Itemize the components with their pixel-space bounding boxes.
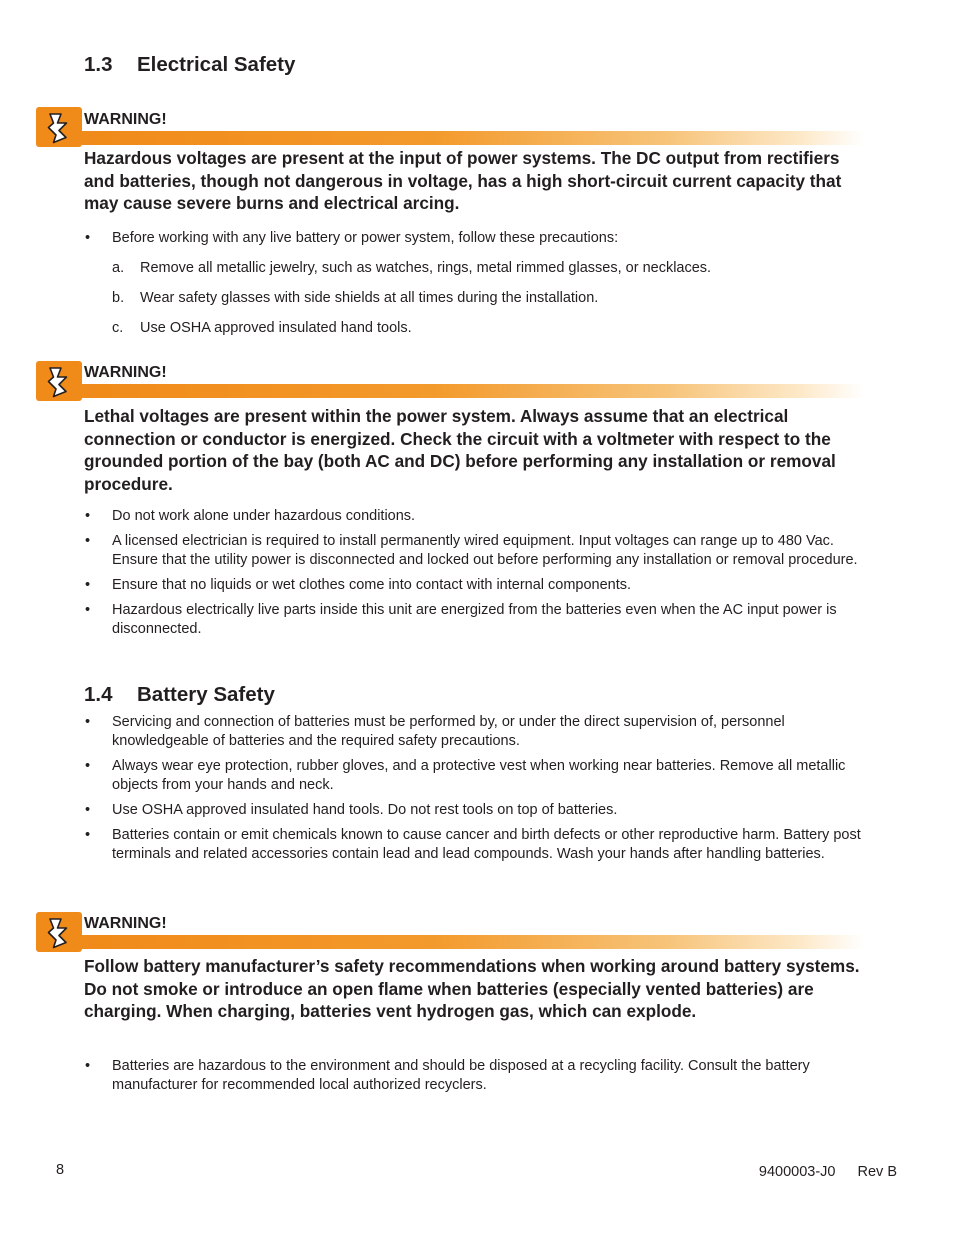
item-text: Use OSHA approved insulated hand tools. [140, 320, 412, 336]
page-number: 8 [56, 1162, 65, 1178]
warning-text: Hazardous voltages are present at the input of power systems. The DC output from rectifiers and batteries, though not dangerous in voltage, has a high short-circuit current capacity that may cause severe burns and electrical arcing. [84, 148, 842, 213]
section-number: 1.4 [84, 683, 113, 706]
list-item: • A licensed electrician is required to install permanently wired equipment. Input voltages can range up to 480 Vac. Ensure that the utility power is disconnected and locked out before performing any installation or removal procedure. [84, 532, 864, 570]
warning-label: WARNING! [84, 111, 167, 128]
item-text: Remove all metallic jewelry, such as watches, rings, metal rimmed glasses, or necklaces. [140, 260, 712, 276]
warning-text: Lethal voltages are present within the power system. Always assume that an electrical connection or conductor is energized. Check the circuit with a voltmeter with respect to the grounded portion of the bay (both AC and DC) before performing any installation or removal procedure. [84, 406, 836, 494]
electrical-precaution-list [84, 229, 864, 248]
item-text: Wear safety glasses with side shields at all times during the installation. [140, 290, 599, 306]
item-letter: a. [112, 260, 125, 276]
list-item: • Use OSHA approved insulated hand tools. Do not rest tools on top of batteries. [84, 801, 864, 820]
list-item [112, 259, 862, 278]
list-item [112, 289, 862, 308]
warning-bar [82, 935, 864, 949]
item-letter: b. [112, 290, 125, 306]
list-item: • Hazardous electrically live parts inside this unit are energized from the batteries even when the AC input power is disconnected. [84, 601, 864, 639]
electrical-hazard-icon [36, 361, 82, 401]
section-title: Battery Safety [137, 683, 275, 706]
electrical-hazard-icon [36, 107, 82, 147]
list-item: • Ensure that no liquids or wet clothes come into contact with internal components. [84, 576, 864, 595]
electrical-hazard-icon [36, 912, 82, 952]
list-item [112, 319, 862, 338]
warning-label: WARNING! [84, 364, 167, 381]
list-item: • Before working with any live battery or power system, follow these precautions: [84, 229, 864, 248]
section-title: Electrical Safety [137, 53, 296, 76]
list-item: • Do not work alone under hazardous conditions. [84, 507, 864, 526]
section-heading-electrical-safety [84, 53, 295, 77]
warning-text: Follow battery manufacturer’s safety recommendations when working around battery systems. Do not smoke or introduce an open flame when batteries (especially vented batteries) are charging. When charging, batteries vent hydrogen gas, which can explode. [84, 956, 860, 1021]
battery-safety-bullets [84, 713, 864, 864]
item-letter: c. [112, 320, 124, 336]
warning-label: WARNING! [84, 915, 167, 932]
warning-bar [82, 384, 864, 398]
precautions-list [112, 259, 862, 338]
section-heading-battery-safety [84, 683, 275, 707]
list-item: • Servicing and connection of batteries must be performed by, or under the direct supervision of, personnel knowledgeable of batteries and the required safety precautions. [84, 713, 864, 751]
lethal-voltage-bullets [84, 507, 864, 639]
list-item: • Always wear eye protection, rubber gloves, and a protective vest when working near batteries. Remove all metallic objects from your hands and neck. [84, 757, 864, 795]
section-number: 1.3 [84, 53, 113, 76]
list-item: • Batteries contain or emit chemicals known to cause cancer and birth defects or other reproductive harm. Battery post terminals and related accessories contain lead and lead compounds. Wash your hands after handling batteries. [84, 826, 864, 864]
list-item: • Batteries are hazardous to the environment and should be disposed at a recycling facility. Consult the battery manufacturer for recommended local authorized recyclers. [84, 1057, 864, 1095]
warning-bar [82, 131, 864, 145]
battery-disposal-bullets [84, 1057, 864, 1095]
revision: Rev B [857, 1164, 897, 1180]
doc-number: 9400003-J0 [758, 1164, 836, 1180]
document-id [759, 1163, 897, 1181]
